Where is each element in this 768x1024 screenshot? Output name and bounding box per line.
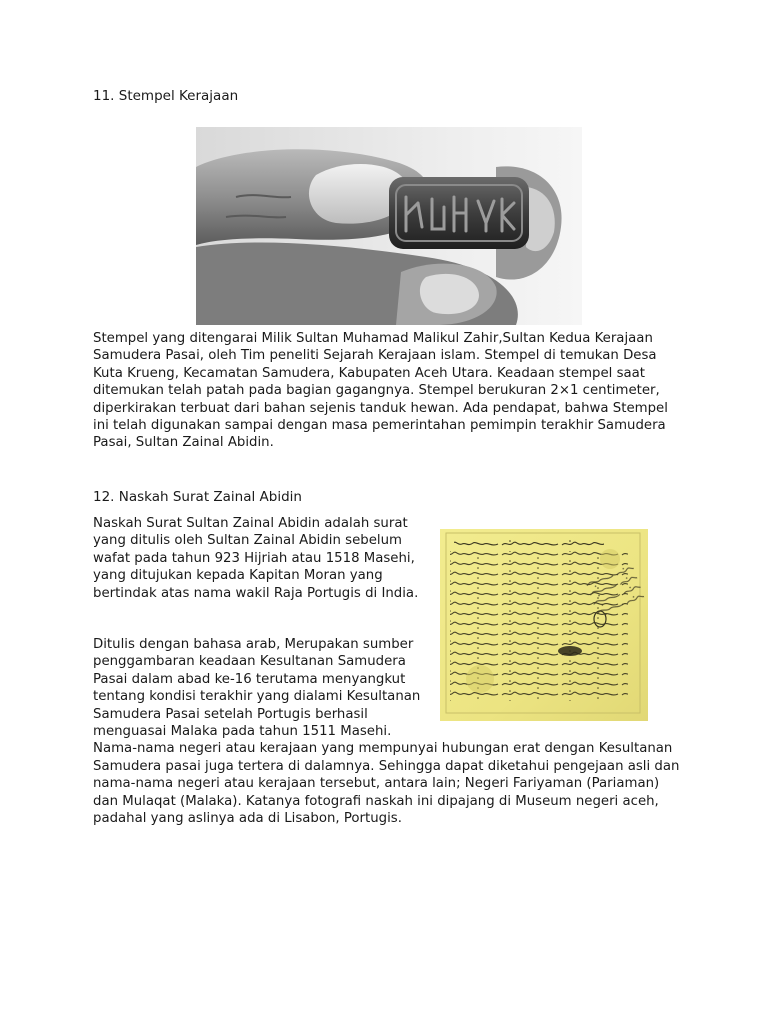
manuscript-description-2: Ditulis dengan bahasa arab, Merupakan sumber penggambaran keadaan Kesultanan Samudera Pasai dalam abad ke-16 terutama menyangkut tentang kondisi terakhir yang dialami Kesultanan Samudera Pasai setelah Portugis berhasil menguasai Malaka pada tahun 1511 Masehi. Nama-nama negeri atau kerajaan yang mempunyai hubungan erat dengan Kesultanan Samudera pasai juga tertera di dalamnya. Sehingga dapat diketahui pengejaan asli dan nama-nama negeri atau kerajaan tersebut, antara lain; Negeri Fariyaman (Pariaman) dan Mulaqat (Malaka). Katanya fotografi naskah ini dipajang di Museum negeri aceh, padahal yang aslinya ada di Lisabon, Portugis. — [93, 637, 680, 827]
section-heading-stempel: 11. Stempel Kerajaan — [93, 88, 239, 104]
manuscript-description-2-wrapper — [93, 636, 683, 827]
section-heading-naskah: 12. Naskah Surat Zainal Abidin — [93, 489, 302, 505]
stamp-description: Stempel yang ditengarai Milik Sultan Muhamad Malikul Zahir,Sultan Kedua Kerajaan Samudera Pasai, oleh Tim peneliti Sejarah Kerajaan islam. Stempel di temukan Desa Kuta Krueng, Kecamatan Samudera, Kabupaten Aceh Utara. Keadaan stempel saat ditemukan telah patah pada bagian gagangnya. Stempel berukuran 2×1 centimeter, diperkirakan terbuat dari bahan sejenis tanduk hewan. Ada pendapat, bahwa Stempel ini telah digunakan sampai dengan masa pemerintahan pemimpin terakhir Samudera Pasai, Sultan Zainal Abidin. — [93, 331, 668, 451]
stamp-photo — [196, 127, 582, 325]
manuscript-description-1: Naskah Surat Sultan Zainal Abidin adalah surat yang ditulis oleh Sultan Zainal Abidin sebelum wafat pada tahun 923 Hijriah atau 1518 Masehi, yang ditujukan kepada Kapitan Moran yang bertindak atas nama wakil Raja Portugis di India. — [93, 516, 419, 601]
